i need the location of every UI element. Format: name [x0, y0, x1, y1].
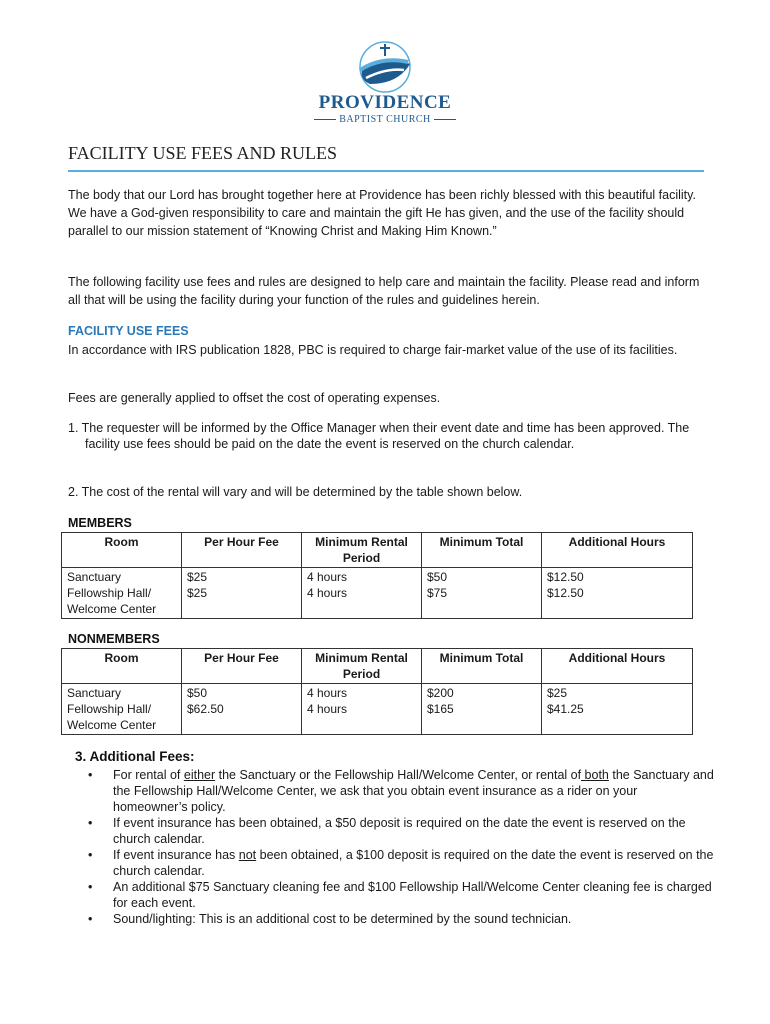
- period-cell: 4 hours: [307, 686, 348, 700]
- nonmembers-label: NONMEMBERS: [68, 632, 160, 646]
- list-item: • An additional $75 Sanctuary cleaning fee and $100 Fellowship Hall/Welcome Center cleaning fee is charged for each event.: [88, 880, 712, 910]
- header-room: Room: [62, 533, 182, 568]
- fee-cell: $50: [187, 686, 208, 700]
- fee-cell: $62.50: [187, 702, 224, 716]
- bullet-icon: •: [88, 848, 93, 862]
- bullet-icon: •: [88, 880, 93, 894]
- bullet-icon: •: [88, 816, 93, 830]
- bullet-icon: •: [88, 768, 93, 782]
- intro-paragraph-2: The following facility use fees and rules are designed to help care and maintain the facility. Please read and inform all that will be using the facility during your function of the rules and guidelines herein.: [68, 275, 700, 307]
- additional-fees-heading: 3. Additional Fees:: [75, 749, 195, 764]
- brand-subtitle: BAPTIST CHURCH: [300, 114, 470, 125]
- offset-paragraph: Fees are generally applied to offset the cost of operating expenses.: [68, 391, 441, 405]
- item-2-paragraph: 2. The cost of the rental will vary and will be determined by the table shown below.: [68, 485, 523, 499]
- table-header-row: [62, 533, 693, 568]
- header-minimum-total: Minimum Total: [422, 533, 542, 568]
- irs-paragraph: In accordance with IRS publication 1828, PBC is required to charge fair-market value of the use of its facilities.: [68, 343, 678, 357]
- additional-cell: $41.25: [547, 702, 584, 716]
- logo-emblem-icon: [300, 40, 470, 95]
- list-item: • For rental of either the Sanctuary or the Fellowship Hall/Welcome Center, or rental of both the Sanctuary and the Fellowship Hall/Welcome Center, we ask that you obtain event insurance as a rider on your homeowner’s policy.: [88, 768, 714, 814]
- header-per-hour-fee: Per Hour Fee: [182, 649, 302, 684]
- header-room: Room: [62, 649, 182, 684]
- table-header-row: [62, 649, 693, 684]
- period-cell: 4 hours: [307, 586, 348, 600]
- item-1-paragraph: 1. The requester will be informed by the Office Manager when their event date and time has been approved. The facility use fees should be paid on the date the event is reserved on the church calendar.: [68, 421, 690, 451]
- fee-cell: $25: [187, 570, 208, 584]
- intro-paragraph-1: The body that our Lord has brought together here at Providence has been richly blessed with this beautiful facility. We have a God-given responsibility to care and maintain the gift He has given, and the use of the facility should parallel to our mission statement of “Knowing Christ and Making Him Known.”: [68, 188, 696, 238]
- total-cell: $50: [427, 570, 448, 584]
- fee-cell: $25: [187, 586, 208, 600]
- list-item: • Sound/lighting: This is an additional cost to be determined by the sound technician.: [88, 912, 572, 926]
- church-logo: [300, 40, 470, 130]
- table-row: [62, 568, 693, 619]
- members-table: [61, 532, 693, 619]
- page-title: FACILITY USE FEES AND RULES: [68, 143, 704, 172]
- header-additional-hours: Additional Hours: [542, 533, 693, 568]
- additional-cell: $25: [547, 686, 568, 700]
- table-row: [62, 684, 693, 735]
- list-item: • If event insurance has not been obtained, a $100 deposit is required on the date the event is reserved on the church calendar.: [88, 848, 714, 878]
- total-cell: $200: [427, 686, 454, 700]
- header-minimum-rental-period: Minimum Rental Period: [302, 649, 422, 684]
- room-cell: Fellowship Hall/ Welcome Center: [67, 702, 157, 732]
- nonmembers-table: [61, 648, 693, 735]
- additional-cell: $12.50: [547, 586, 584, 600]
- header-minimum-total: Minimum Total: [422, 649, 542, 684]
- header-additional-hours: Additional Hours: [542, 649, 693, 684]
- period-cell: 4 hours: [307, 702, 348, 716]
- members-label: MEMBERS: [68, 516, 132, 530]
- total-cell: $75: [427, 586, 448, 600]
- room-cell: Fellowship Hall/ Welcome Center: [67, 586, 157, 616]
- total-cell: $165: [427, 702, 454, 716]
- fees-section-heading: FACILITY USE FEES: [68, 324, 189, 338]
- period-cell: 4 hours: [307, 570, 348, 584]
- brand-name: PROVIDENCE: [318, 92, 452, 113]
- additional-fees-list: [84, 767, 714, 927]
- room-cell: Sanctuary: [67, 570, 122, 584]
- header-per-hour-fee: Per Hour Fee: [182, 533, 302, 568]
- header-minimum-rental-period: Minimum Rental Period: [302, 533, 422, 568]
- additional-cell: $12.50: [547, 570, 584, 584]
- list-item: • If event insurance has been obtained, a $50 deposit is required on the date the event is reserved on the church calendar.: [88, 816, 686, 846]
- bullet-icon: •: [88, 912, 93, 926]
- room-cell: Sanctuary: [67, 686, 122, 700]
